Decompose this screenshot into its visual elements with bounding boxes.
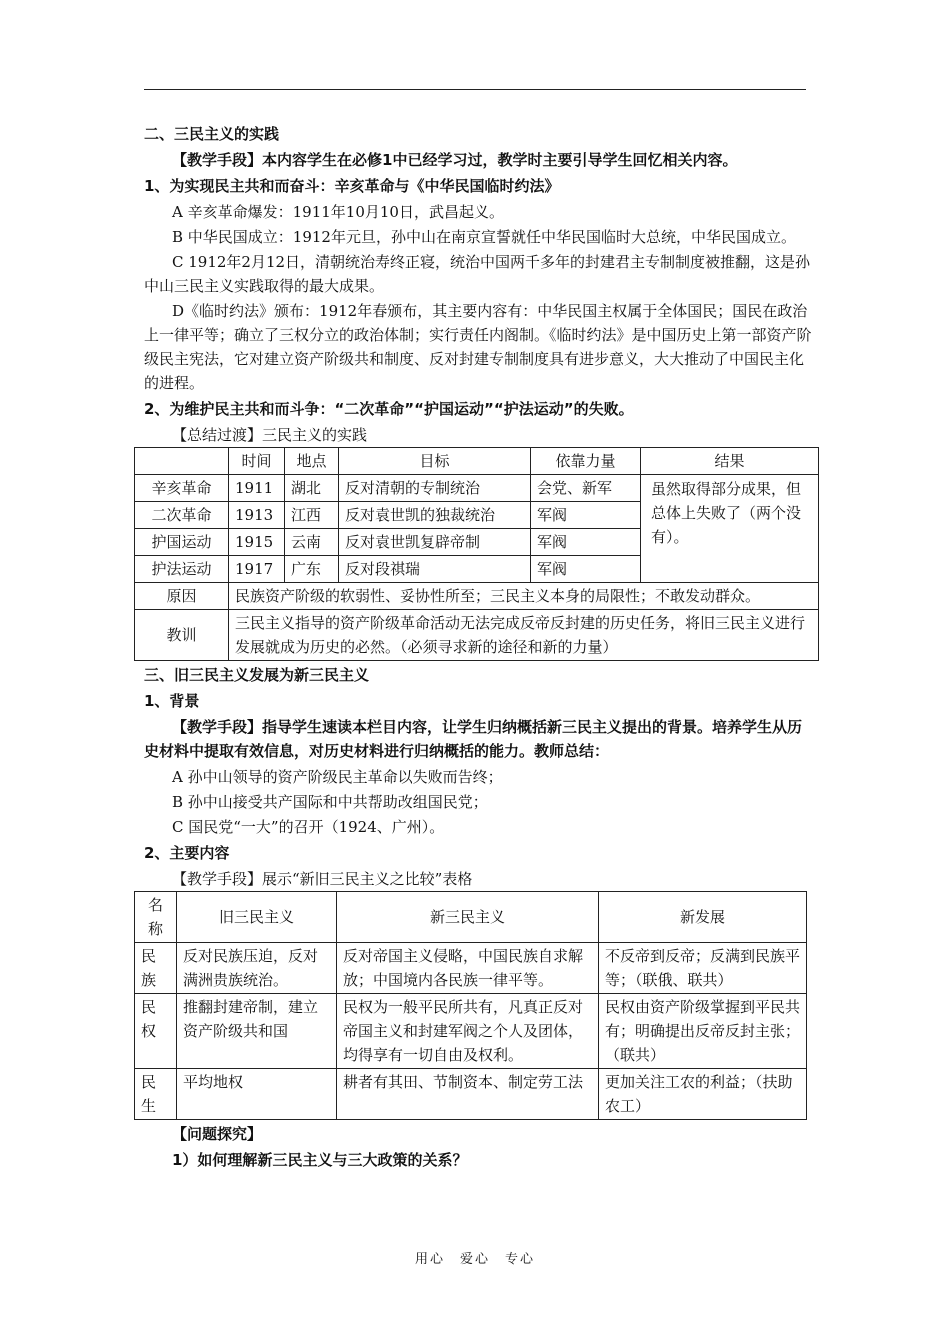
table-header-cell [135,448,229,475]
inquiry-heading: 【问题探究】 [172,1125,263,1143]
table-header-cell: 旧三民主义 [177,892,337,943]
section3-item-c: C 国民党“一大”的召开（1924、广州）。 [172,818,445,836]
table-row [135,610,819,661]
section2-sub2: 2、为维护民主共和而斗争：“二次革命”“护国运动”“护法运动”的失败。 [144,400,634,418]
table-cell: 反对民族压迫，反对满洲贵族统治。 [177,943,337,994]
table-cell: 军阀 [531,529,641,556]
table2-caption: 【教学手段】展示“新旧三民主义之比较”表格 [172,870,473,888]
table-cell: 耕者有其田、节制资本、制定劳工法 [337,1069,599,1120]
table-cell: 反对袁世凯的独裁统治 [339,502,531,529]
reason-label: 原因 [135,583,229,610]
table-header-cell: 结果 [641,448,819,475]
table-result-cell: 虽然取得部分成果，但总体上失败了（两个没有）。 [641,475,819,583]
table-cell: 1915 [229,529,285,556]
section3-item-b: B 孙中山接受共产国际和中共帮助改组国民党； [172,793,488,811]
section2-item-b: B 中华民国成立：1912年元旦，孙中山在南京宣誓就任中华民国临时大总统，中华民国成立。 [172,228,796,246]
table-cell: 江西 [285,502,339,529]
section3-heading: 三、旧三民主义发展为新三民主义 [144,666,370,684]
table-cell: 反对帝国主义侵略，中国民族自求解放；中国境内各民族一律平等。 [337,943,599,994]
table-cell: 1913 [229,502,285,529]
table-cell: 广东 [285,556,339,583]
table-cell: 护法运动 [135,556,229,583]
lesson-text: 三民主义指导的资产阶级革命活动无法完成反帝反封建的历史任务，将旧三民主义进行发展就成为历史的必然。（必须寻求新的途径和新的力量） [229,610,819,661]
section2-sub1: 1、为实现民主共和而奋斗：辛亥革命与《中华民国临时约法》 [144,177,560,195]
reason-text: 民族资产阶级的软弱性、妥协性所至；三民主义本身的局限性；不敢发动群众。 [229,583,819,610]
table-cell: 军阀 [531,556,641,583]
section2-item-c: C 1912年2月12日，清朝统治寿终正寝，统治中国两千多年的封建君主专制制度被推翻，这是孙中山三民主义实践取得的最大成果。 [144,253,811,295]
practice-table [134,447,819,661]
page-footer: 用心 爱心 专心 [414,1252,535,1267]
table-cell: 民权 [135,994,177,1069]
comparison-table [134,891,807,1120]
table-cell: 湖北 [285,475,339,502]
table-cell: 反对清朝的专制统治 [339,475,531,502]
table-header-cell: 目标 [339,448,531,475]
header-rule [144,89,806,90]
table-cell: 军阀 [531,502,641,529]
document-body [141,120,814,1174]
table-cell: 民生 [135,1069,177,1120]
table-header-cell: 时间 [229,448,285,475]
table-row [135,583,819,610]
table-cell: 辛亥革命 [135,475,229,502]
table-cell: 反对袁世凯复辟帝制 [339,529,531,556]
table-cell: 更加关注工农的利益；（扶助农工） [599,1069,807,1120]
section3-item-a: A 孙中山领导的资产阶级民主革命以失败而告终； [172,768,503,786]
section2-item-a: A 辛亥革命爆发：1911年10月10日，武昌起义。 [172,203,504,221]
section3-sub2: 2、主要内容 [144,844,230,862]
section3-teaching-method: 【教学手段】指导学生速读本栏目内容，让学生归纳概括新三民主义提出的背景。培养学生从历史材料中提取有效信息，对历史材料进行归纳概括的能力。教师总结： [144,718,803,760]
question-1: 1）如何理解新三民主义与三大政策的关系？ [172,1151,468,1169]
table-cell: 二次革命 [135,502,229,529]
table-header-row [135,892,807,943]
lesson-label: 教训 [135,610,229,661]
table-cell: 云南 [285,529,339,556]
table-row [135,994,807,1069]
table-cell: 不反帝到反帝；反满到民族平等；（联俄、联共） [599,943,807,994]
table-cell: 推翻封建帝制，建立资产阶级共和国 [177,994,337,1069]
table-header-row [135,448,819,475]
table-header-cell: 依靠力量 [531,448,641,475]
table-header-cell: 名称 [135,892,177,943]
table-cell: 平均地权 [177,1069,337,1120]
table-header-cell: 新发展 [599,892,807,943]
table-cell: 1911 [229,475,285,502]
section2-heading: 二、三民主义的实践 [144,125,280,143]
section2-teaching-method: 【教学手段】本内容学生在必修1中已经学习过，教学时主要引导学生回忆相关内容。 [172,151,738,169]
table-row [135,475,819,502]
table1-caption: 【总结过渡】三民主义的实践 [172,426,368,444]
table-cell: 反对段祺瑞 [339,556,531,583]
table-cell: 民权为一般平民所共有，凡真正反对帝国主义和封建军阀之个人及团体，均得享有一切自由及权利。 [337,994,599,1069]
table-header-cell: 地点 [285,448,339,475]
table-cell: 民族 [135,943,177,994]
table-row [135,943,807,994]
section3-sub1: 1、背景 [144,692,200,710]
table-cell: 会党、新军 [531,475,641,502]
table-row [135,1069,807,1120]
table-cell: 民权由资产阶级掌握到平民共有；明确提出反帝反封主张；（联共） [599,994,807,1069]
table-cell: 1917 [229,556,285,583]
section2-item-d: D《临时约法》颁布：1912年春颁布，其主要内容有：中华民国主权属于全体国民；国民在政治上一律平等；确立了三权分立的政治体制；实行责任内阁制。《临时约法》是中国历史上第一部资产阶级民主宪法，它对建立资产阶级共和制度、反对封建专制制度具有进步意义，大大推动了中国民主化的进程。 [144,302,812,392]
table-cell: 护国运动 [135,529,229,556]
table-header-cell: 新三民主义 [337,892,599,943]
